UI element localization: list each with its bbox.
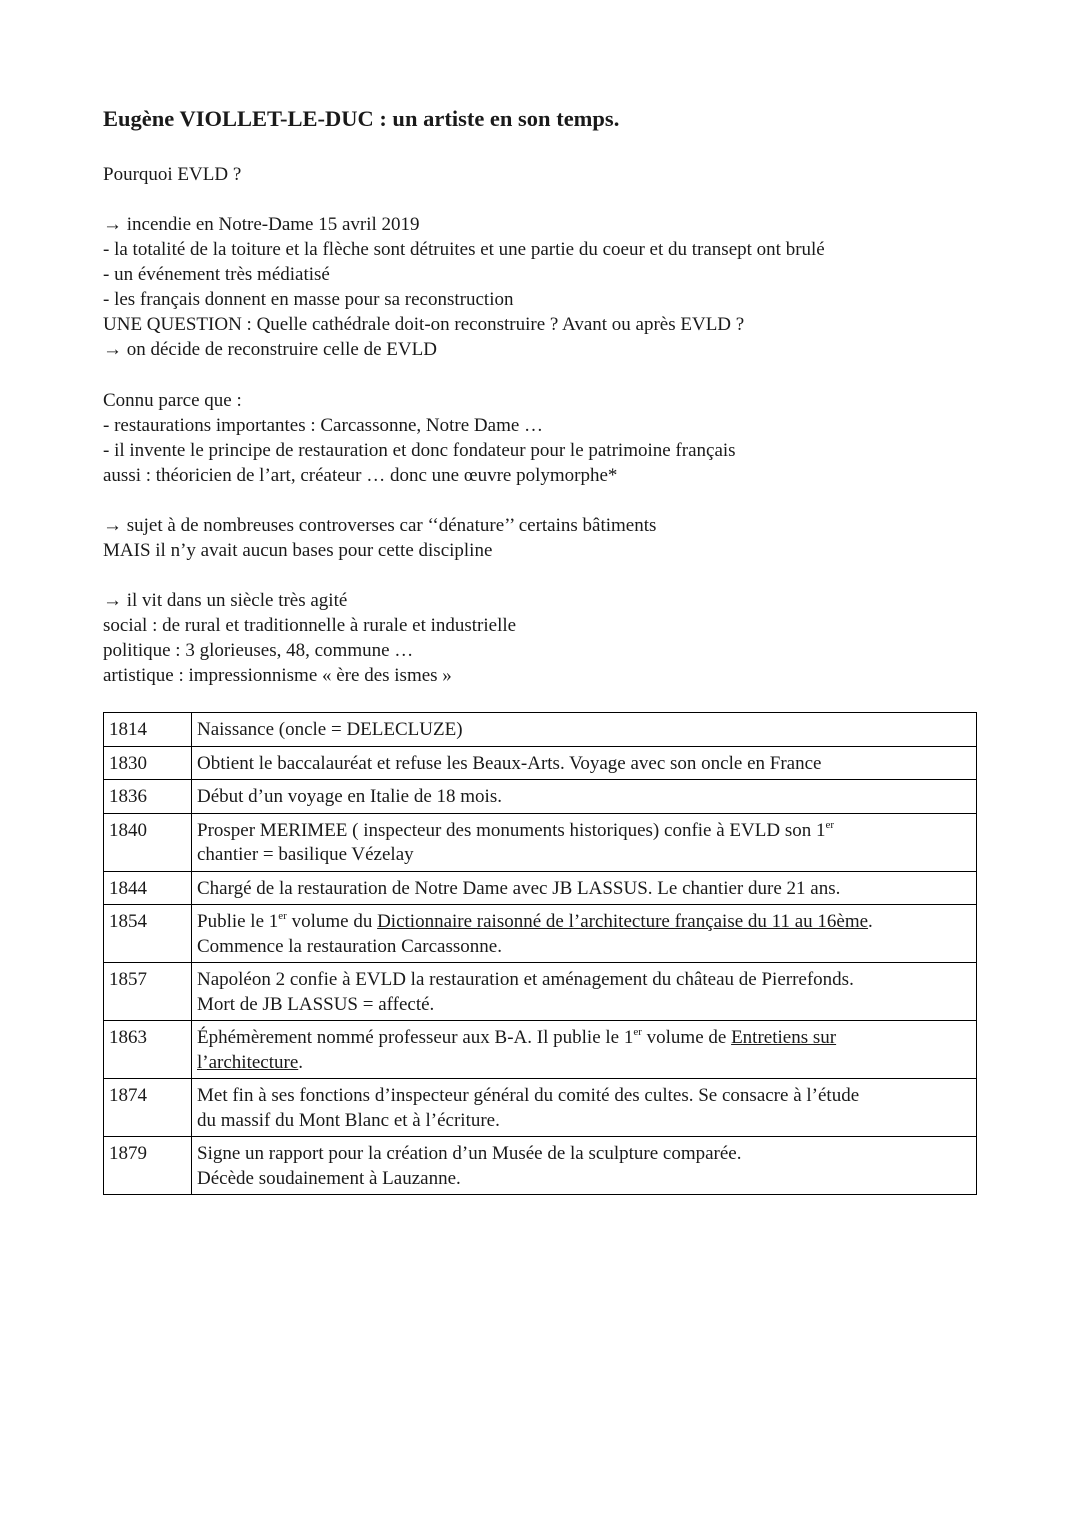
table-row [104, 1079, 977, 1137]
year-cell: 1874 [104, 1079, 192, 1137]
event-text: Prosper MERIMEE ( inspecteur des monuments historiques) confie à EVLD son 1 [197, 819, 826, 841]
event-text: volume du [286, 911, 378, 932]
fire-line: - un événement très médiatisé [103, 264, 330, 285]
century-line: artistique : impressionnisme « ère des ismes » [103, 665, 452, 686]
year-cell: 1863 [104, 1021, 192, 1079]
year-cell: 1814 [104, 713, 192, 747]
event-cell [192, 1137, 977, 1195]
year-cell: 1844 [104, 871, 192, 905]
ordinal-suffix: er [278, 910, 287, 922]
year-cell: 1836 [104, 780, 192, 814]
fire-line: - la totalité de la toiture et la flèche sont détruites et une partie du coeur et du transept ont brulé [103, 239, 825, 260]
known-line: aussi : théoricien de l’art, créateur … donc une œuvre polymorphe* [103, 465, 618, 486]
book-title: l’architecture [197, 1051, 299, 1073]
event-text: . [298, 1051, 304, 1073]
event-text: Napoléon 2 confie à EVLD la restauration et aménagement du château de Pierrefonds. [197, 969, 854, 990]
event-cell [192, 1021, 977, 1079]
event-cell: Obtient le baccalauréat et refuse les Beaux-Arts. Voyage avec son oncle en France [192, 746, 977, 780]
event-text: Mort de JB LASSUS = affecté. [197, 993, 435, 1015]
event-text: Commence la restauration Carcassonne. [197, 935, 502, 957]
table-row [104, 780, 977, 814]
century-line: politique : 3 glorieuses, 48, commune … [103, 640, 414, 661]
event-text: du massif du Mont Blanc et à l’écriture. [197, 1109, 500, 1131]
event-text: Signe un rapport pour la création d’un Musée de la sculpture comparée. [197, 1143, 742, 1164]
fire-line: → incendie en Notre-Dame 15 avril 2019 [103, 214, 420, 235]
book-title: Entretiens sur [731, 1027, 837, 1048]
table-row [104, 905, 977, 963]
table-row [104, 746, 977, 780]
known-line: - il invente le principe de restauration et donc fondateur pour le patrimoine français [103, 440, 736, 461]
known-line: Connu parce que : [103, 390, 242, 411]
event-cell [192, 963, 977, 1021]
event-cell [192, 1079, 977, 1137]
known-line: - restaurations importantes : Carcassonne, Notre Dame … [103, 415, 544, 436]
year-cell: 1830 [104, 746, 192, 780]
controversy-line: → sujet à de nombreuses controverses car ‘‘dénature’’ certains bâtiments [103, 515, 657, 536]
event-cell: Naissance (oncle = DELECLUZE) [192, 713, 977, 747]
event-text: Éphémèrement nommé professeur aux B-A. Il publie le 1 [197, 1027, 634, 1048]
timeline-table [103, 712, 977, 1195]
event-cell: Début d’un voyage en Italie de 18 mois. [192, 780, 977, 814]
table-row [104, 713, 977, 747]
event-text: volume de [641, 1027, 732, 1048]
table-row [104, 1137, 977, 1195]
event-text: chantier = basilique Vézelay [197, 844, 414, 865]
event-text: . [868, 911, 873, 932]
ordinal-suffix: er [825, 818, 835, 831]
controversy-line: MAIS il n’y avait aucun bases pour cette discipline [103, 540, 493, 561]
event-text: Décède soudainement à Lauzanne. [197, 1167, 461, 1189]
intro-question: Pourquoi EVLD ? [103, 164, 242, 185]
year-cell: 1854 [104, 905, 192, 963]
ordinal-suffix: er [633, 1026, 642, 1038]
fire-line: → on décide de reconstruire celle de EVLD [103, 339, 437, 360]
table-row [104, 871, 977, 905]
event-cell [192, 813, 977, 871]
event-cell [192, 905, 977, 963]
document-title: Eugène VIOLLET-LE-DUC : un artiste en son temps. [103, 106, 620, 131]
year-cell: 1857 [104, 963, 192, 1021]
event-text: Met fin à ses fonctions d’inspecteur général du comité des cultes. Se consacre à l’étude [197, 1085, 860, 1106]
table-row [104, 1021, 977, 1079]
year-cell: 1879 [104, 1137, 192, 1195]
book-title: Dictionnaire raisonné de l’architecture française du 11 au 16ème [377, 911, 869, 932]
fire-line: - les français donnent en masse pour sa reconstruction [103, 289, 514, 310]
table-row [104, 963, 977, 1021]
fire-line: UNE QUESTION : Quelle cathédrale doit-on reconstruire ? Avant ou après EVLD ? [103, 314, 745, 335]
table-row [104, 813, 977, 871]
century-line: → il vit dans un siècle très agité [103, 590, 348, 611]
event-text: Publie le 1 [197, 911, 279, 932]
century-line: social : de rural et traditionnelle à rurale et industrielle [103, 615, 517, 636]
event-cell: Chargé de la restauration de Notre Dame avec JB LASSUS. Le chantier dure 21 ans. [192, 871, 977, 905]
year-cell: 1840 [104, 813, 192, 871]
